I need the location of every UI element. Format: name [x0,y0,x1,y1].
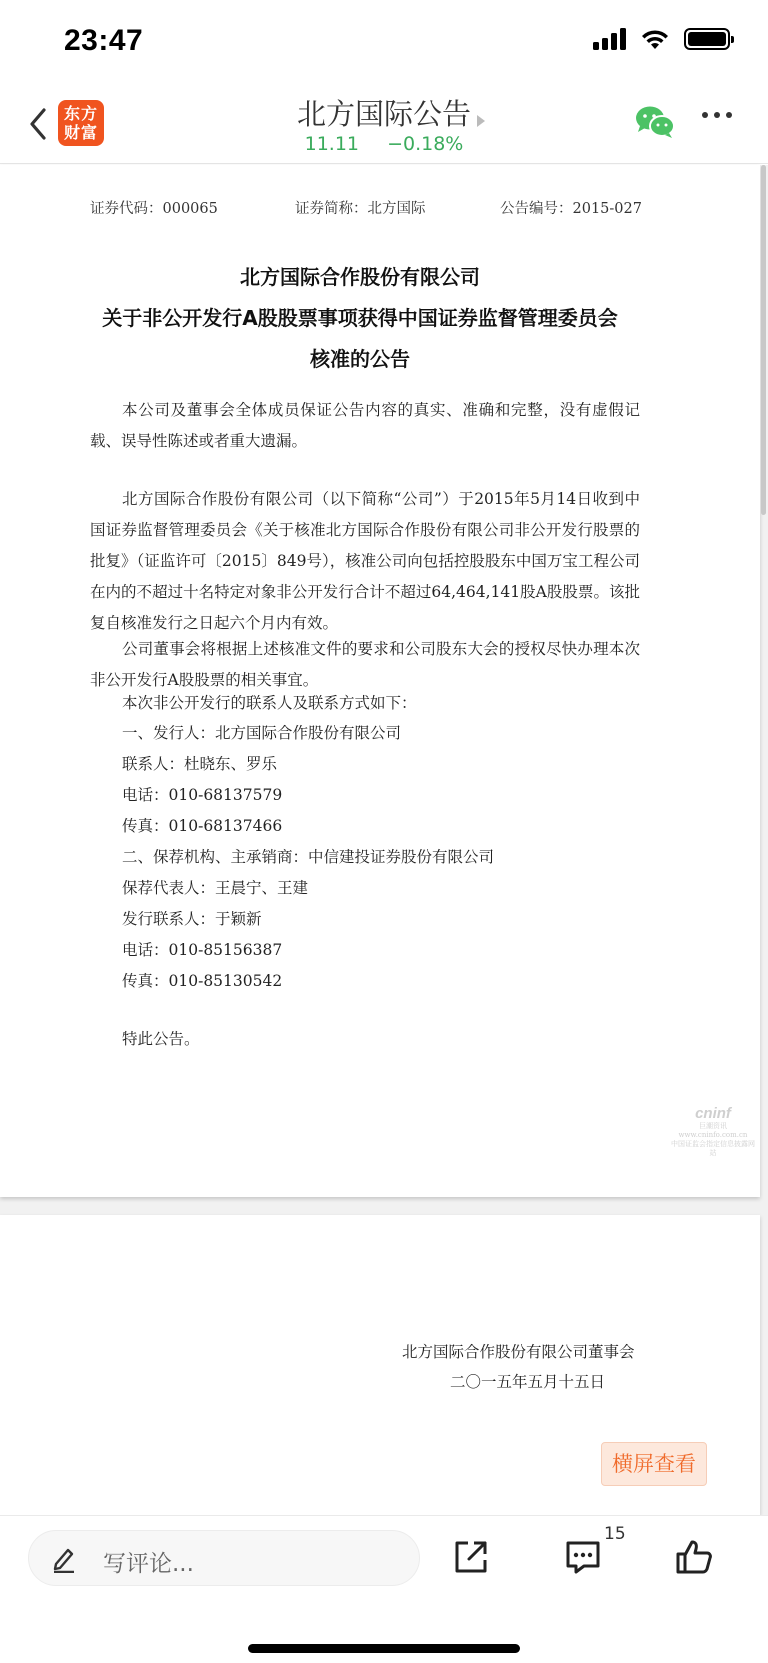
contact-line: 二、保荐机构、主承销商：中信建投证券股份有限公司 [122,848,495,866]
board-paragraph: 公司董事会将根据上述核准文件的要求和公司股东大会的授权尽快办理本次非公开发行A股股票的相关事宜。 [90,640,640,689]
scrollbar[interactable] [761,165,766,515]
more-icon[interactable] [702,112,732,118]
signature-date: 二〇一五年五月十五日 [450,1373,606,1391]
statement-paragraph: 本公司及董事会全体成员保证公告内容的真实、准确和完整，没有虚假记载、误导性陈述或者重大遗漏。 [90,401,640,450]
contact-line: 本次非公开发行的联系人及联系方式如下： [122,694,417,712]
contact-line: 联系人：杜晓东、罗乐 [122,755,278,773]
contact-line: 电话：010-68137579 [122,786,283,804]
status-icons [593,28,730,50]
battery-icon [684,28,730,50]
comment-placeholder: 写评论... [103,1551,194,1577]
page-title[interactable]: 北方国际公告 [296,97,471,131]
contact-line: 传真：010-68137466 [122,817,283,835]
comment-input[interactable] [28,1530,420,1586]
nav-bar [0,88,768,164]
status-bar [0,0,768,88]
document-page-1 [0,165,760,1197]
wechat-icon[interactable] [634,104,676,140]
landscape-view-button[interactable]: 横屏查看 [601,1442,707,1486]
bottom-toolbar [0,1515,768,1663]
cninfo-watermark: cninf 巨潮资讯 www.cninfo.com.cn 中国证监会指定信息披露网站 [671,1105,755,1157]
announcement-number: 公告编号：2015-027 [500,201,642,217]
contact-line: 发行联系人：于颖新 [122,910,262,928]
message-icon[interactable] [564,1538,602,1576]
signature-org: 北方国际合作股份有限公司董事会 [402,1343,635,1361]
thumbs-up-icon[interactable] [675,1538,713,1576]
contact-line: 传真：010-85130542 [122,972,283,990]
document-title: 北方国际合作股份有限公司 关于非公开发行A股股票事项获得中国证券监督管理委员会 核准的公告 [102,265,618,371]
app-logo[interactable]: 东方 财富 [58,100,104,146]
wifi-icon [640,28,670,50]
status-time: 23:47 [64,24,144,57]
security-abbr: 证券简称：北方国际 [295,201,426,217]
pencil-icon [51,1545,77,1573]
cellular-signal-icon [593,28,626,50]
stock-price: 11.11 [304,133,360,155]
comment-count: 15 [604,1524,626,1544]
share-icon[interactable] [452,1538,490,1576]
approval-paragraph: 北方国际合作股份有限公司（以下简称“公司”）于2015年5月14日收到中国证券监督管理委员会《关于核准北方国际合作股份有限公司非公开发行股票的批复》（证监许可〔2015〕849号），核准公司向包括控股股东中国万宝工程公司在内的不超过十名特定对象非公开发行合计不超过64,464,141股A股股票。该批复自核准发行之日起六个月内有效。 [90,490,640,632]
title-arrow-icon[interactable] [477,115,485,127]
home-indicator[interactable] [248,1644,520,1653]
contact-line: 保荐代表人：王晨宁、王建 [122,879,309,897]
contact-line: 一、发行人：北方国际合作股份有限公司 [122,724,402,742]
document-viewer[interactable] [0,165,768,1515]
stock-change: −0.18% [387,133,464,155]
closing-line: 特此公告。 [122,1030,200,1048]
contact-line: 电话：010-85156387 [122,941,283,959]
security-code: 证券代码：000065 [90,201,218,217]
